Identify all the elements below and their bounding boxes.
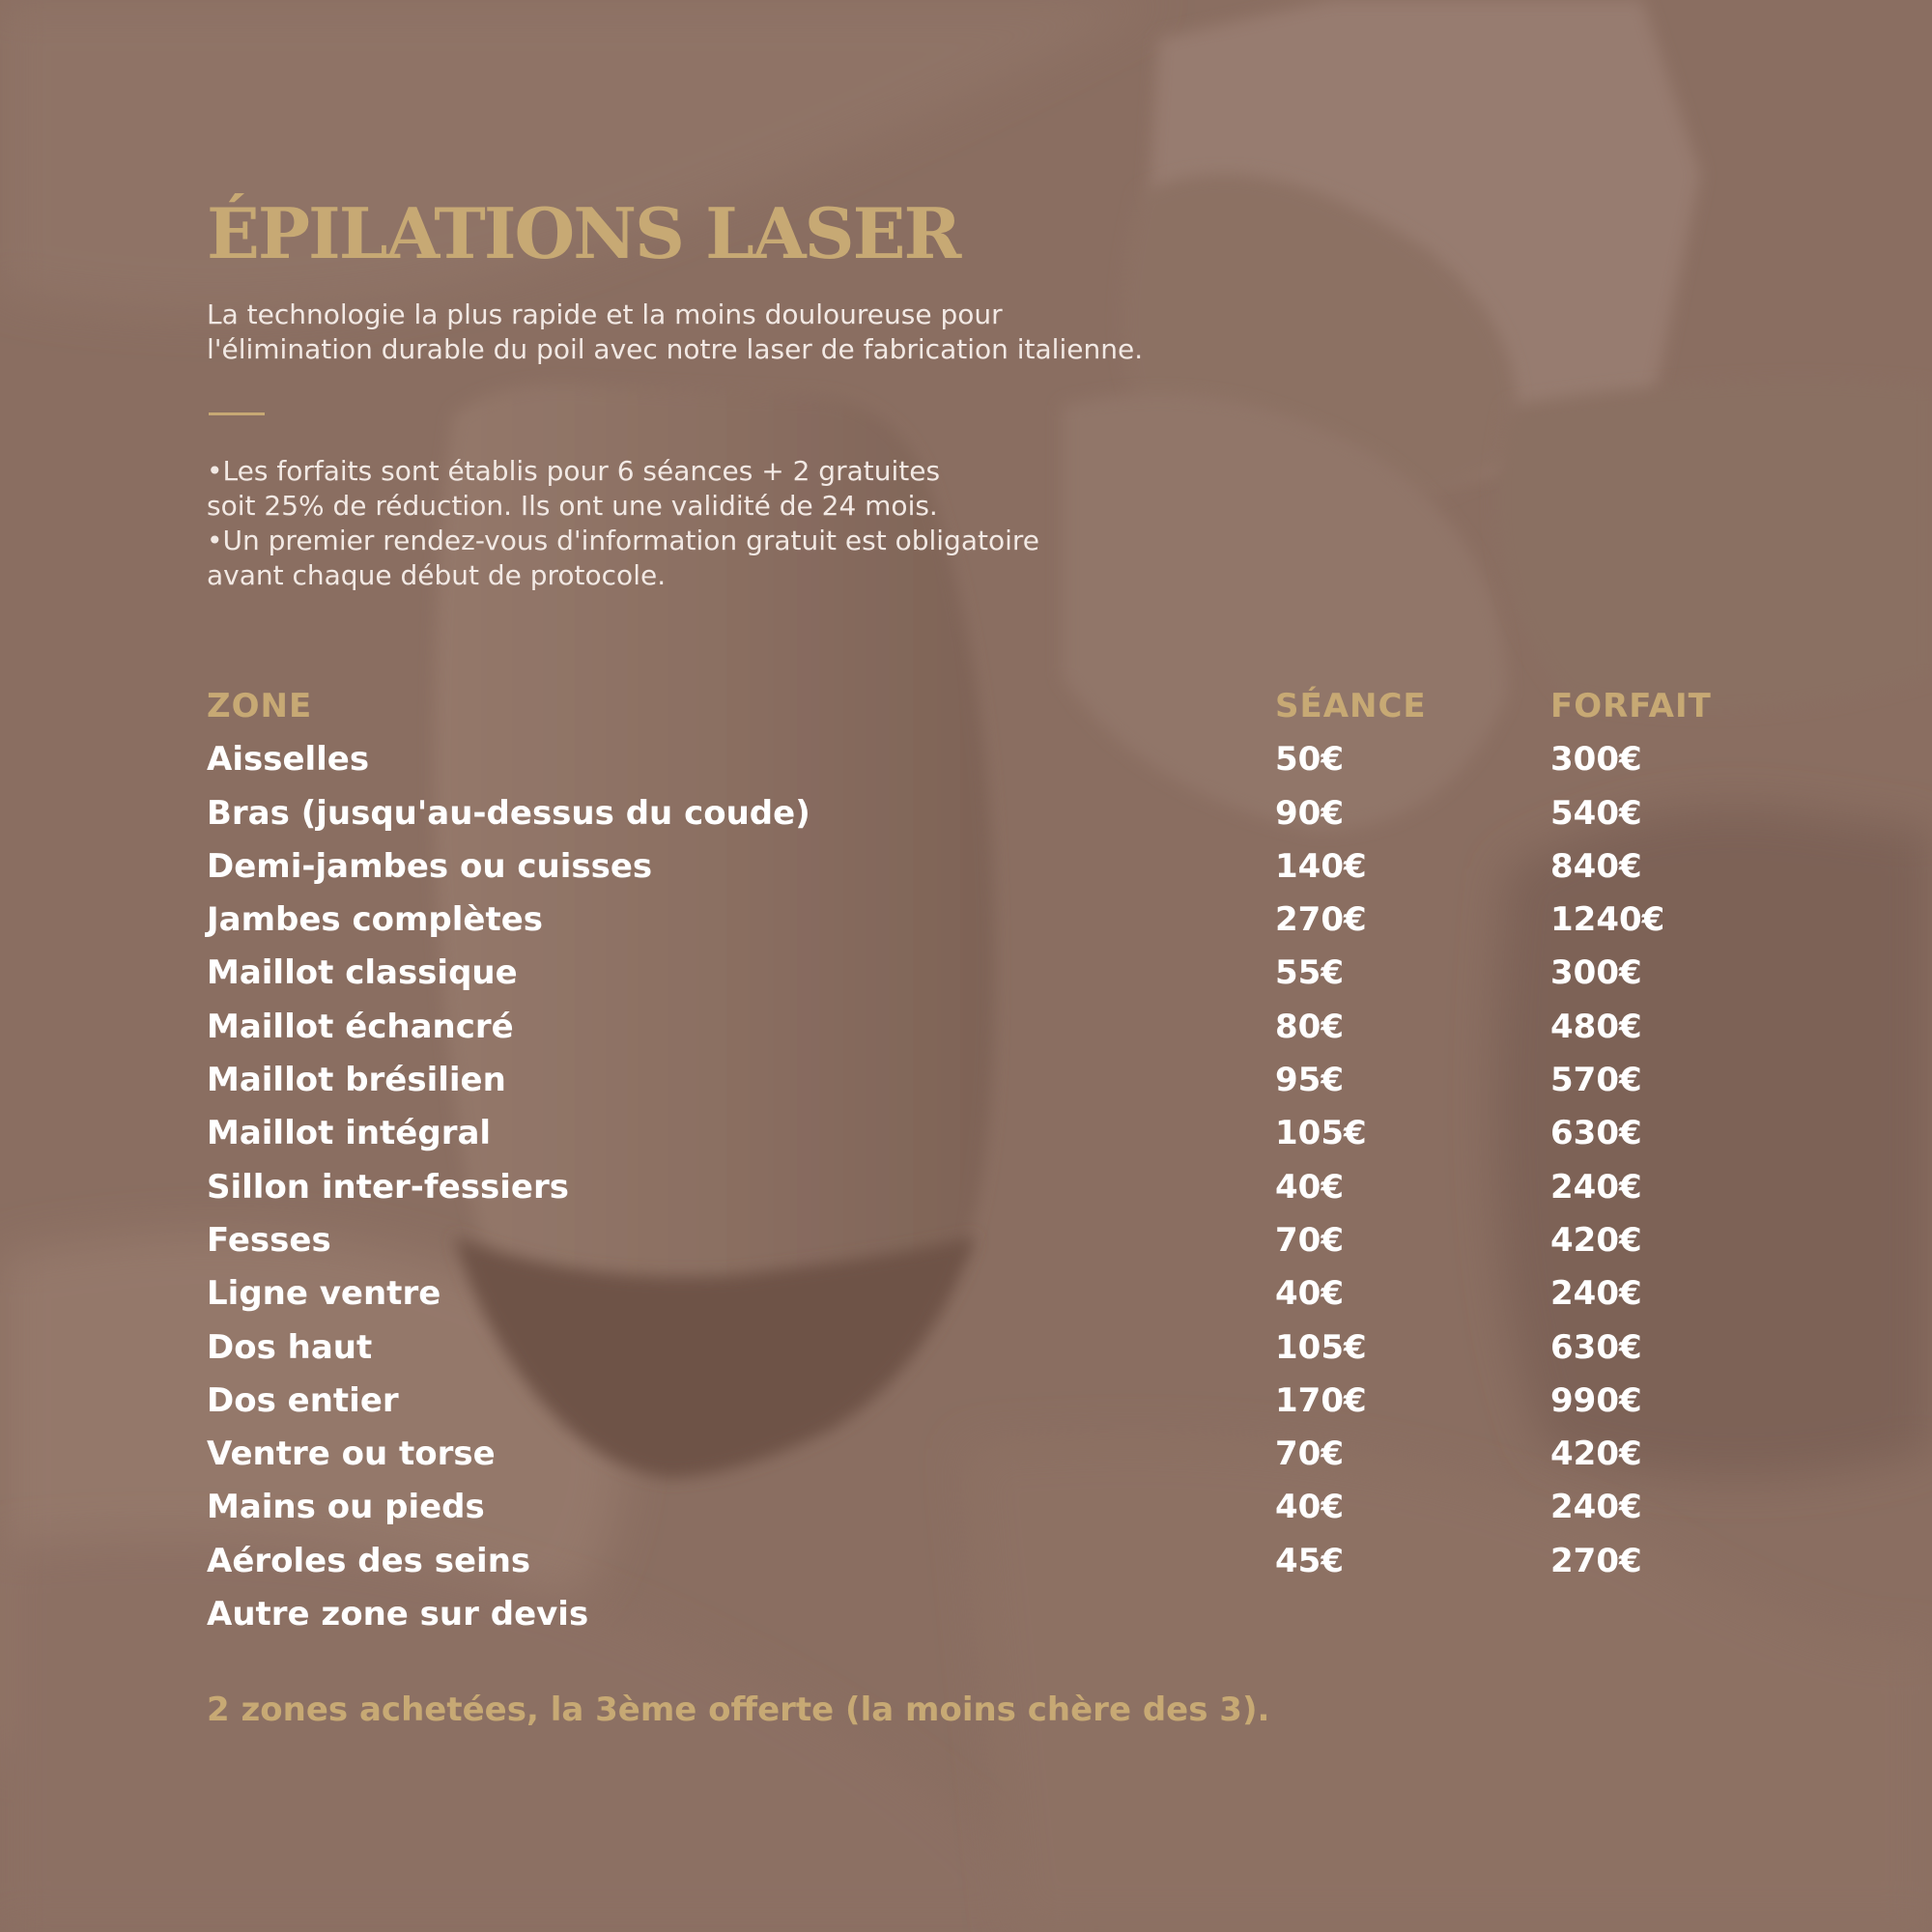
seance-price: 40€ — [1275, 1488, 1344, 1527]
table-row — [207, 1267, 1752, 1321]
header-zone: ZONE — [207, 687, 313, 725]
forfait-price: 990€ — [1550, 1380, 1642, 1420]
table-row — [207, 1428, 1752, 1481]
zone-name: Fesses — [207, 1220, 331, 1260]
header-seance: SÉANCE — [1275, 687, 1427, 725]
zone-name: Aéroles des seins — [207, 1541, 531, 1580]
zone-name: Dos entier — [207, 1380, 399, 1420]
zone-name: Sillon inter-fessiers — [207, 1167, 569, 1207]
page-title: ÉPILATIONS LASER — [207, 192, 960, 274]
seance-price: 40€ — [1275, 1274, 1344, 1314]
seance-price: 70€ — [1275, 1220, 1344, 1260]
table-row — [207, 1321, 1752, 1375]
zone-name: Ligne ventre — [207, 1274, 441, 1314]
table-row — [207, 1001, 1752, 1054]
seance-price: 270€ — [1275, 900, 1367, 940]
seance-price: 50€ — [1275, 740, 1344, 780]
table-row — [207, 1107, 1752, 1160]
note-line: soit 25% de réduction. Ils ont une validité de 24 mois. — [207, 490, 938, 522]
forfait-price: 570€ — [1550, 1061, 1642, 1100]
forfait-price: 840€ — [1550, 846, 1642, 886]
note-line: •Un premier rendez-vous d'information gratuit est obligatoire — [207, 525, 1039, 556]
table-row — [207, 1214, 1752, 1267]
forfait-price: 240€ — [1550, 1167, 1642, 1207]
promo-offer: 2 zones achetées, la 3ème offerte (la moins chère des 3). — [207, 1690, 1270, 1729]
forfait-price: 420€ — [1550, 1435, 1642, 1474]
intro-line: l'élimination durable du poil avec notre laser de fabrication italienne. — [207, 333, 1144, 365]
seance-price: 140€ — [1275, 846, 1367, 886]
table-row — [207, 1375, 1752, 1428]
seance-price: 105€ — [1275, 1114, 1367, 1153]
zone-name: Maillot brésilien — [207, 1061, 506, 1100]
price-table — [207, 680, 1752, 1641]
table-row — [207, 787, 1752, 840]
forfait-price: 240€ — [1550, 1488, 1642, 1527]
table-row — [207, 1054, 1752, 1107]
zone-name: Autre zone sur devis — [207, 1595, 589, 1634]
table-row — [207, 1588, 1752, 1641]
notes — [207, 454, 1714, 593]
intro-text — [207, 298, 1714, 367]
note-line: avant chaque début de protocole. — [207, 559, 667, 591]
forfait-price: 480€ — [1550, 1007, 1642, 1046]
note-line: •Les forfaits sont établis pour 6 séances + 2 gratuites — [207, 455, 941, 487]
zone-name: Ventre ou torse — [207, 1435, 496, 1474]
divider — [209, 412, 265, 415]
zone-name: Demi-jambes ou cuisses — [207, 846, 653, 886]
seance-price: 80€ — [1275, 1007, 1344, 1046]
forfait-price: 270€ — [1550, 1541, 1642, 1580]
seance-price: 70€ — [1275, 1435, 1344, 1474]
seance-price: 105€ — [1275, 1327, 1367, 1367]
forfait-price: 240€ — [1550, 1274, 1642, 1314]
zone-name: Bras (jusqu'au-dessus du coude) — [207, 793, 810, 833]
table-row — [207, 1161, 1752, 1214]
seance-price: 40€ — [1275, 1167, 1344, 1207]
seance-price: 90€ — [1275, 793, 1344, 833]
table-row — [207, 733, 1752, 786]
forfait-price: 1240€ — [1550, 900, 1665, 940]
seance-price: 55€ — [1275, 953, 1344, 993]
zone-name: Maillot échancré — [207, 1007, 514, 1046]
zone-name: Maillot intégral — [207, 1114, 492, 1153]
zone-name: Jambes complètes — [207, 900, 544, 940]
table-row — [207, 1535, 1752, 1588]
header-forfait: FORFAIT — [1550, 687, 1712, 725]
seance-price: 170€ — [1275, 1380, 1367, 1420]
table-row — [207, 894, 1752, 947]
seance-price: 45€ — [1275, 1541, 1344, 1580]
table-row — [207, 1481, 1752, 1534]
intro-line: La technologie la plus rapide et la moins douloureuse pour — [207, 298, 1003, 330]
table-header — [207, 680, 1752, 733]
zone-name: Aisselles — [207, 740, 370, 780]
table-row — [207, 947, 1752, 1000]
zone-name: Maillot classique — [207, 953, 518, 993]
forfait-price: 420€ — [1550, 1220, 1642, 1260]
forfait-price: 300€ — [1550, 953, 1642, 993]
seance-price: 95€ — [1275, 1061, 1344, 1100]
forfait-price: 300€ — [1550, 740, 1642, 780]
table-row — [207, 840, 1752, 894]
forfait-price: 630€ — [1550, 1327, 1642, 1367]
forfait-price: 540€ — [1550, 793, 1642, 833]
forfait-price: 630€ — [1550, 1114, 1642, 1153]
zone-name: Dos haut — [207, 1327, 373, 1367]
zone-name: Mains ou pieds — [207, 1488, 485, 1527]
